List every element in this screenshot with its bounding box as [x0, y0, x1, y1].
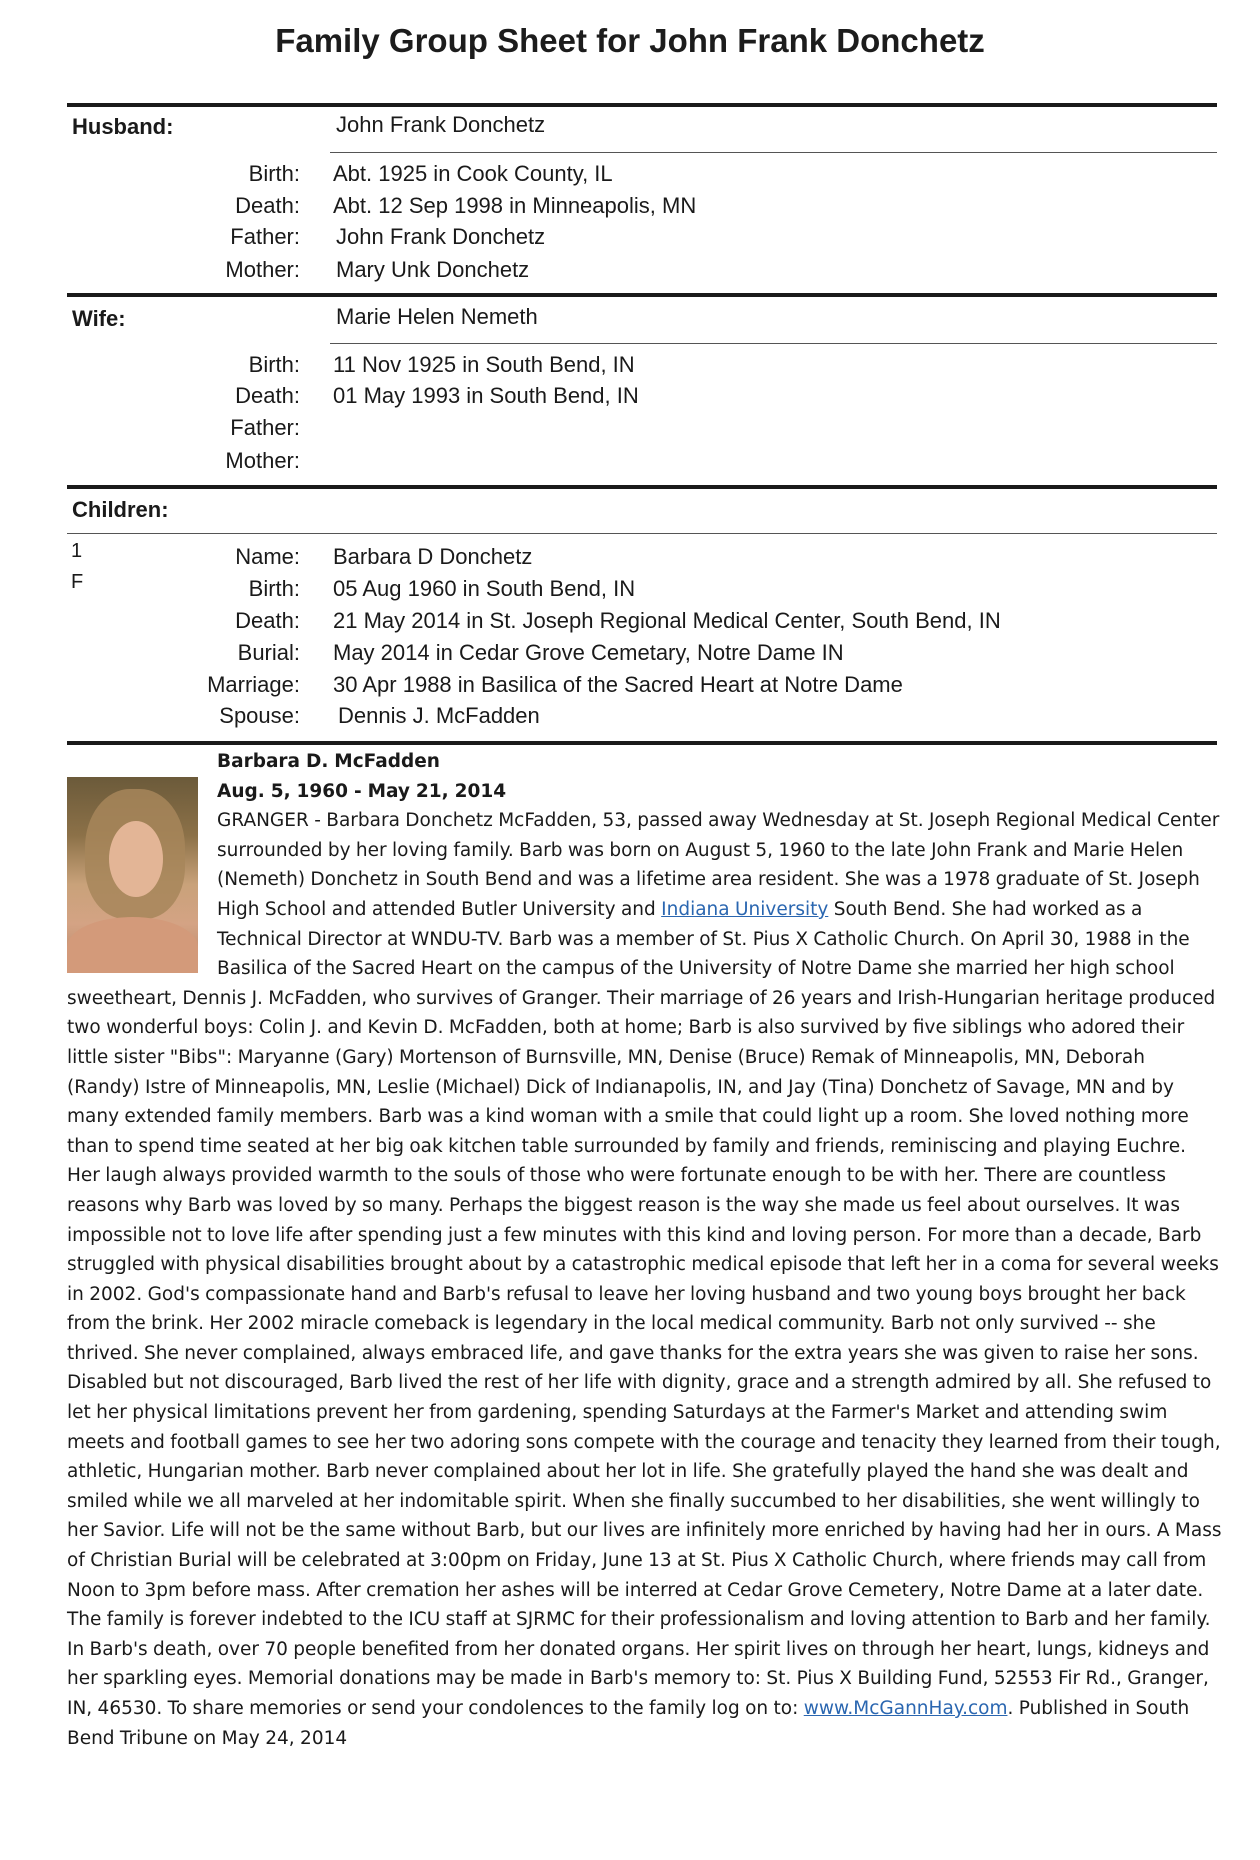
child-name-value: Barbara D Donchetz — [333, 544, 533, 569]
section-divider — [67, 485, 1217, 489]
divider — [330, 343, 1217, 344]
obituary-dates: Aug. 5, 1960 - May 21, 2014 — [217, 780, 507, 802]
husband-father-value: John Frank Donchetz — [336, 224, 546, 249]
child-spouse-value: Dennis J. McFadden — [338, 703, 540, 728]
child-number: 1 — [71, 540, 83, 562]
husband-father-label: Father: — [230, 224, 300, 249]
wife-death-value: 01 May 1993 in South Bend, IN — [333, 383, 639, 408]
divider — [330, 152, 1217, 153]
indiana-university-link[interactable]: Indiana University — [661, 898, 829, 920]
wife-birth-label: Birth: — [248, 352, 300, 377]
husband-label: Husband: — [72, 114, 174, 139]
section-divider — [67, 103, 1217, 107]
husband-birth-label: Birth: — [248, 161, 300, 186]
wife-death-label: Death: — [235, 383, 300, 408]
divider — [67, 533, 1217, 534]
obituary-text-3: . Published in South Bend Tribune on May 24, 2014 — [67, 1698, 1190, 1749]
child-marriage-label: Marriage: — [207, 672, 300, 697]
child-burial-label: Burial: — [237, 640, 300, 665]
husband-birth-value: Abt. 1925 in Cook County, IL — [333, 161, 613, 186]
wife-mother-label: Mother: — [225, 448, 300, 473]
child-death-value: 21 May 2014 in St. Joseph Regional Medical Center, South Bend, IN — [333, 608, 1001, 633]
wife-label: Wife: — [72, 306, 126, 331]
child-death-label: Death: — [235, 608, 300, 633]
child-spouse-label: Spouse: — [219, 703, 300, 728]
section-divider — [67, 293, 1217, 297]
husband-death-value: Abt. 12 Sep 1998 in Minneapolis, MN — [333, 193, 697, 218]
wife-birth-value: 11 Nov 1925 in South Bend, IN — [333, 352, 635, 377]
obituary-text-1: GRANGER - Barbara Donchetz McFadden, 53, passed away Wednesday at St. Joseph Regional Medical Center surrounded by her loving family. Barb was born on August 5, 1960 to the late John Frank and Marie Helen (Nemeth) Donchetz in South Bend and was a lifetime area resident. She was a 1978 graduate of St. Joseph High School and attended Butler University and — [217, 810, 1220, 920]
child-birth-value: 05 Aug 1960 in South Bend, IN — [333, 576, 636, 601]
wife-name: Marie Helen Nemeth — [336, 304, 538, 329]
obituary-text-2: South Bend. She had worked as a Technical Director at WNDU-TV. Barb was a member of St. Pius X Catholic Church. On April 30, 1988 in the Basilica of the Sacred Heart on the campus of the University of Notre Dame she married her high school sweetheart, Dennis J. McFadden, who survives of Granger. Their marriage of 26 years and Irish-Hungarian heritage produced two wonderful boys: Colin J. and Kevin D. McFadden, both at home; Barb is also survived by five siblings who adored their little sister "Bibs": Maryanne (Gary) Mortenson of Burnsville, MN, Denise (Bruce) Remak of Minneapolis, MN, Deborah (Randy) Istre of Minneapolis, MN, Leslie (Michael) Dick of Indianapolis, IN, and Jay (Tina) Donchetz of Savage, MN and by many extended family members. Barb was a kind woman with a smile that could light up a room. She loved nothing more than to spend time seated at her big oak kitchen table surrounded by family and friends, reminiscing and playing Euchre. Her laugh always provided warmth to the souls of those who were fortunate enough to be with her. There are countless reasons why Barb was loved by so many. Perhaps the biggest reason is the way she made us feel about ourselves. It was impossible not to love life after spending just a few minutes with this kind and loving person. For more than a decade, Barb struggled with physical disabilities brought about by a catastrophic medical episode that left her in a coma for several weeks in 2002. God's compassionate hand and Barb's refusal to leave her loving husband and two young boys brought her back from the brink. Her 2002 miracle comeback is legendary in the local medical community. Barb not only survived -- she thrived. She never complained, always embraced life, and gave thanks for the extra years she was given to raise her sons. Disabled but not discouraged, Barb lived the rest of her life with dignity, grace and a strength admired by all. She refused to let her physical limitations prevent her from gardening, spending Saturdays at the Farmer's Market and attending swim meets and football games to see her two adoring sons compete with the courage and tenacity they learned from their tough, athletic, Hungarian mother. Barb never complained about her lot in life. She gratefully played the hand she was dealt and smiled while we all marveled at her indomitable spirit. When she finally succumbed to her disabilities, she went willingly to her Savior. Life will not be the same without Barb, but our lives are infinitely more enriched by having had her in ours. A Mass of Christian Burial will be celebrated at 3:00pm on Friday, June 13 at St. Pius X Catholic Church, where friends may call from Noon to 3pm before mass. After cremation her ashes will be interred at Cedar Grove Cemetery, Notre Dame at a later date. The family is forever indebted to the ICU staff at SJRMC for their professionalism and loving attention to Barb and her family. In Barb's death, over 70 people benefited from her donated organs. Her spirit lives on through her heart, lungs, kidneys and her sparkling eyes. Memorial donations may be made in Barb's memory to: St. Pius X Building Fund, 52553 Fir Rd., Granger, IN, 46530. To share memories or send your condolences to the family log on to: — [67, 898, 1222, 1719]
mcgannhay-link[interactable]: www.McGannHay.com — [803, 1698, 1008, 1719]
children-label: Children: — [72, 497, 169, 522]
child-name-label: Name: — [235, 544, 300, 569]
portrait-photo — [67, 777, 198, 973]
child-sex: F — [71, 571, 84, 593]
child-birth-label: Birth: — [248, 576, 300, 601]
page-title: Family Group Sheet for John Frank Donchetz — [275, 22, 985, 59]
husband-death-label: Death: — [235, 193, 300, 218]
husband-mother-label: Mother: — [225, 257, 300, 282]
child-burial-value: May 2014 in Cedar Grove Cemetary, Notre Dame IN — [333, 640, 844, 665]
wife-father-label: Father: — [230, 415, 300, 440]
obituary — [67, 742, 1222, 1753]
husband-name: John Frank Donchetz — [336, 112, 546, 137]
obituary-name: Barbara D. McFadden — [217, 751, 440, 772]
child-marriage-value: 30 Apr 1988 in Basilica of the Sacred Heart at Notre Dame — [333, 672, 903, 697]
husband-mother-value: Mary Unk Donchetz — [336, 257, 530, 282]
